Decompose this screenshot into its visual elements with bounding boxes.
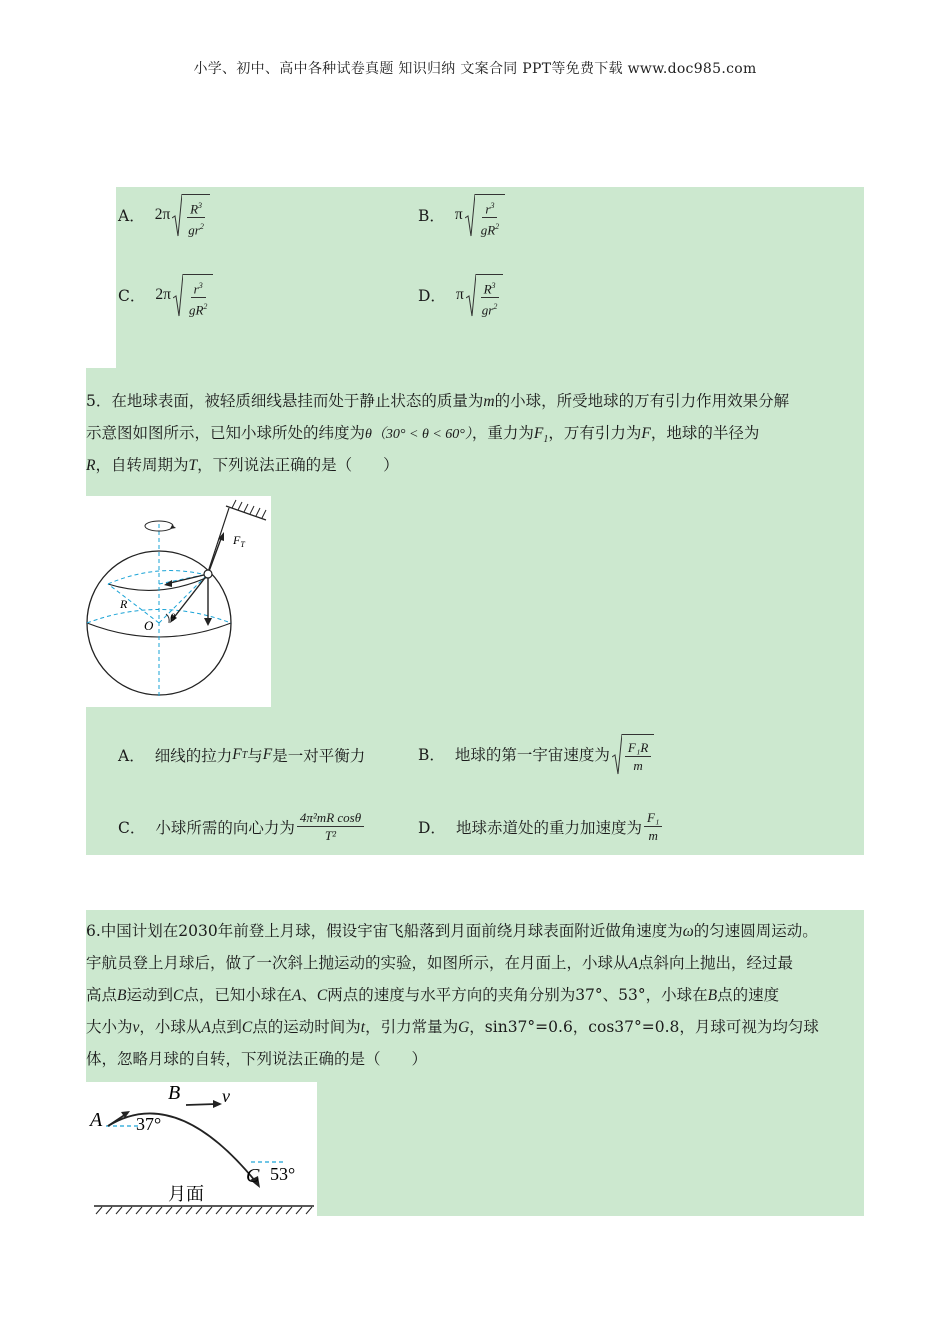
- q5-earth-figure: [86, 496, 271, 707]
- label-FT: $F_T$: [233, 533, 245, 549]
- page-header: 小学、初中、高中各种试卷真题 知识归纳 文案合同 PPT等免费下载 www.doc985.com: [193, 61, 757, 77]
- sqrt-expression: $\frac{r^3}{gR^2}$: [465, 192, 505, 238]
- q6-line-1: 6.中国计划在2030年前登上月球，假设宇宙飞船落到月面前绕月球表面附近做角速度为ω的匀速圆周运动。: [86, 922, 818, 940]
- q6-line-4: 大小为v，小球从A点到C点的运动时间为t，引力常量为G，sin37°=0.6，cos37°=0.8，月球可视为均匀球: [86, 1018, 819, 1036]
- option-coefficient: π: [455, 286, 464, 303]
- q6-projectile-figure: [86, 1082, 317, 1216]
- label-C: C: [246, 1165, 260, 1187]
- option-coefficient: 2π: [155, 286, 171, 303]
- q5-line-2: 示意图如图所示，已知小球所处的纬度为θ（30° < θ < 60°），重力为$F_1$，万有引力为F，地球的半径为: [86, 424, 760, 446]
- radical-sign-icon: [172, 192, 182, 238]
- option-label: B．: [418, 207, 445, 225]
- q5-option-c: C． 小球所需的向心力为 $\frac{\text{4π²mR cosθ}}{\text{T²}}$: [118, 810, 364, 843]
- option-coefficient: π: [454, 206, 463, 223]
- q5-line-1: 5．在地球表面，被轻质细线悬挂而处于静止状态的质量为m的小球，所受地球的万有引力作用效果分解: [86, 392, 790, 410]
- q5-line-3: R，自转周期为T，下列说法正确的是（ ）: [86, 456, 399, 474]
- q5-option-a: A． 细线的拉力 F T 与 F 是一对平衡力: [118, 746, 366, 765]
- q6-line-2: 宇航员登上月球后，做了一次斜上抛运动的实验，如图所示，在月面上，小球从A点斜向上抛出，经过最: [86, 954, 793, 972]
- label-R: R: [120, 597, 128, 611]
- q4-option-b: [418, 190, 505, 240]
- q6-line-3: 高点B运动到C点，已知小球在A、C两点的速度与水平方向的夹角分别为37°、53°，小球在B点的速度: [86, 986, 780, 1004]
- label-theta: θ: [170, 612, 176, 624]
- highlight-block-q5-left-strip: [86, 707, 116, 855]
- label-O: O: [144, 618, 154, 633]
- label-angle-53: 53°: [270, 1164, 296, 1184]
- radical-sign-icon: [466, 272, 476, 318]
- option-label: A．: [118, 207, 145, 225]
- q5-option-b: B． 地球的第一宇宙速度为 $\frac{\text{F₁R}}{m}$: [418, 732, 654, 776]
- sqrt-expression: $\frac{R^3}{gr^2}$: [466, 272, 504, 318]
- q5-option-d: D． 地球赤道处的重力加速度为 $\frac{\text{F₁}}{m}$: [418, 810, 662, 843]
- radical-sign-icon: [465, 192, 475, 238]
- radical-sign-icon: [612, 732, 622, 776]
- option-label: C．: [118, 287, 146, 305]
- q4-option-a: [118, 190, 210, 240]
- q6-line-5: 体，忽略月球的自转，下列说法正确的是（ ）: [86, 1050, 428, 1068]
- label-A: A: [90, 1109, 103, 1131]
- option-label: D．: [418, 287, 446, 305]
- label-B: B: [168, 1082, 181, 1104]
- sqrt-expression: $\frac{R^3}{gr^2}$: [172, 192, 210, 238]
- q4-option-d: [418, 270, 503, 320]
- sqrt-expression: $\frac{\text{F₁R}}{m}$: [612, 732, 654, 776]
- label-v: v: [222, 1086, 230, 1106]
- q4-option-c: [118, 270, 213, 320]
- radical-sign-icon: [173, 272, 183, 318]
- label-moon-surface: 月面: [168, 1184, 204, 1205]
- sqrt-expression: $\frac{r^3}{gR^2}$: [173, 272, 213, 318]
- highlight-block-q5-figure-side: [271, 496, 864, 707]
- option-coefficient: 2π: [154, 206, 171, 223]
- label-angle-37: 37°: [136, 1114, 162, 1134]
